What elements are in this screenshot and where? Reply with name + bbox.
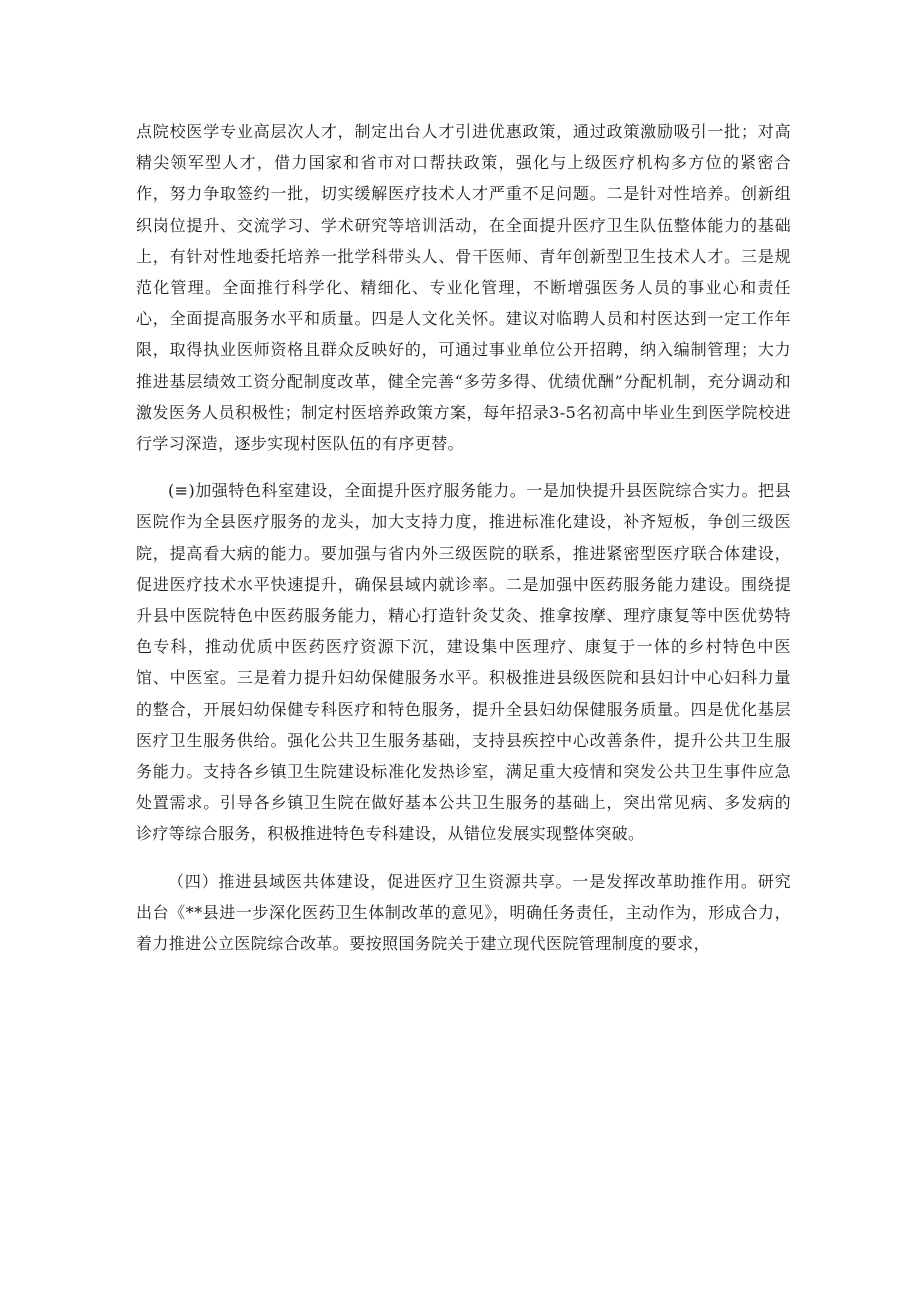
paragraph-talent: 点院校医学专业高层次人才，制定出台人才引进优惠政策，通过政策激励吸引一批；对高精尖领军型人才，借力国家和省市对口帮扶政策，强化与上级医疗机构多方位的紧密合作，努力争取签约一批，切实缓解医疗技术人才严重不足问题。二是针对性培养。创新组织岗位提升、交流学习、学术研究等培训活动，在全面提升医疗卫生队伍整体能力的基础上，有针对性地委托培养一批学科带头人、骨干医师、青年创新型卫生技术人才。三是规范化管理。全面推行科学化、精细化、专业化管理，不断增强医务人员的事业心和责任心，全面提高服务水平和质量。四是人文化关怀。建议对临聘人员和村医达到一定工作年限，取得执业医师资格且群众反映好的，可通过事业单位公开招聘，纳入编制管理；大力推进基层绩效工资分配制度改革，健全完善“多劳多得、优绩优酬”分配机制，充分调动和激发医务人员积极性；制定村医培养政策方案，每年招录3-5名初高中毕业生到医学院校进行学习深造，逐步实现村医队伍的有序更替。 [136, 122, 791, 454]
paragraph-medical-community: （四）推进县域医共体建设，促进医疗卫生资源共享。一是发挥改革助推作用。研究出台《**县进一步深化医药卫生体制改革的意见》，明确任务责任，主动作为，形成合力，着力推进公立医院综合改革。要按照国务院关于建立现代医院管理制度的要求， [136, 871, 791, 954]
paragraph-specialty-departments: (≡)加强特色科室建设，全面提升医疗服务能力。一是加快提升县医院综合实力。把县医院作为全县医疗服务的龙头，加大支持力度，推进标准化建设，补齐短板，争创三级医院，提高看大病的能力。要加强与省内外三级医院的联系，推进紧密型医疗联合体建设，促进医疗技术水平快速提升，确保县域内就诊率。二是加强中医药服务能力建设。围绕提升县中医院特色中医药服务能力，精心打造针灸艾灸、推拿按摩、理疗康复等中医优势特色专科，推动优质中医药医疗资源下沉，建设集中医理疗、康复于一体的乡村特色中医馆、中医室。三是着力提升妇幼保健服务水平。积极推进县级医院和县妇计中心妇科力量的整合，开展妇幼保健专科医疗和特色服务，提升全县妇幼保健服务质量。四是优化基层医疗卫生服务供给。强化公共卫生服务基础，支持县疾控中心改善条件，提升公共卫生服务能力。支持各乡镇卫生院建设标准化发热诊室，满足重大疫情和突发公共卫生事件应急处置需求。引导各乡镇卫生院在做好基本公共卫生服务的基础上，突出常见病、多发病的诊疗等综合服务，积极推进特色专科建设，从错位发展实现整体突破。 [136, 481, 791, 844]
document-page [136, 116, 791, 959]
